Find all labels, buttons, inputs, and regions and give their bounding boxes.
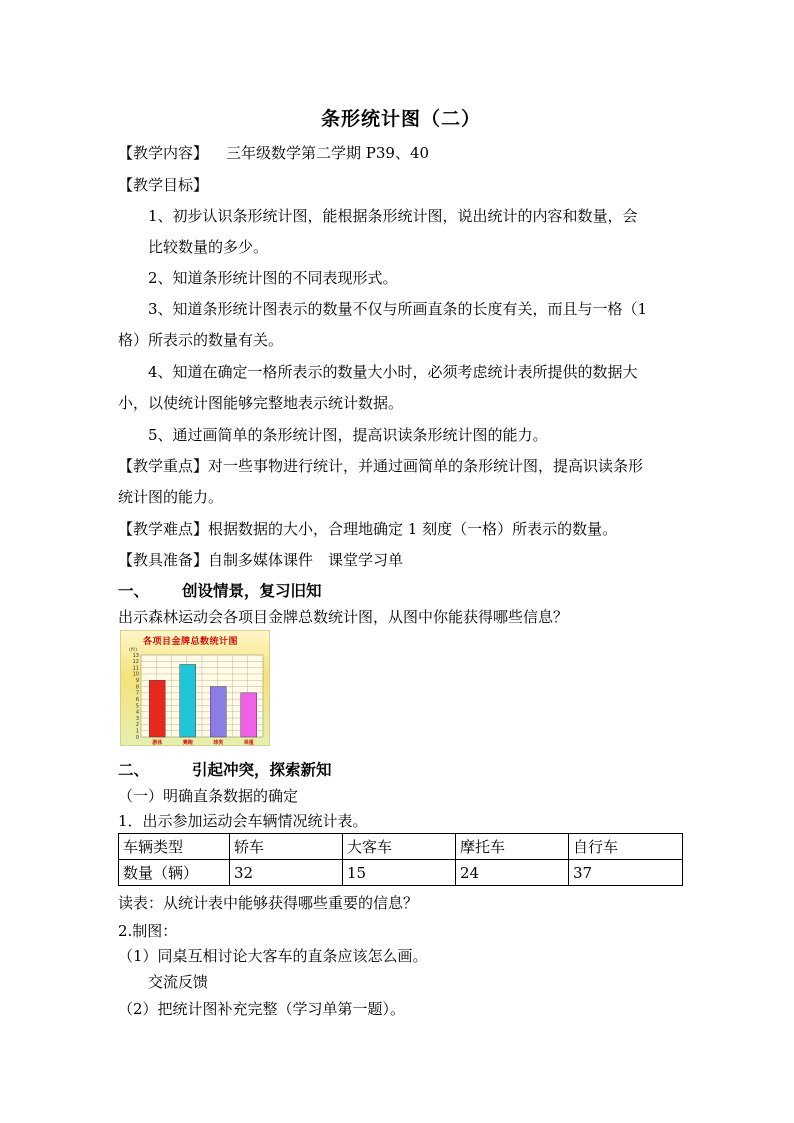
x-tick-label: 球类 (213, 740, 224, 746)
goal-line: 格）所表示的数量有关。 (118, 331, 284, 349)
draw-step-1: （1）同桌互相讨论大客车的直条应该怎么画。 (118, 947, 428, 965)
y-tick-label: 11 (132, 665, 139, 672)
section1-num: 一、 (118, 581, 150, 600)
goal-line: 比较数量的多少。 (148, 238, 269, 256)
feedback-line: 交流反馈 (148, 973, 209, 991)
difficulty-text: 根据数据的大小，合理地确定 1 刻度（一格）所表示的数量。 (208, 520, 618, 538)
materials-label: 【教具准备】 (118, 551, 209, 569)
goal-line: 小，以使统计图能够完整地表示统计数据。 (118, 394, 404, 412)
table-cell: 轿车 (230, 834, 343, 860)
section1-text: 出示森林运动会各项目金牌总数统计图，从图中你能获得哪些信息？ (118, 608, 569, 626)
section2-heading (118, 759, 332, 781)
content-label: 【教学内容】 (118, 144, 209, 162)
content-line (118, 142, 429, 164)
y-tick-label: 5 (135, 703, 139, 710)
y-tick-label: 7 (135, 690, 139, 697)
y-tick-label: 3 (135, 715, 139, 722)
content-text: 三年级数学第二学期 P39、40 (226, 144, 430, 162)
goal-line: 3、知道条形统计图表示的数量不仅与所画直条的长度有关，而且与一格（1 (148, 300, 648, 318)
goal-line: 5、通过画简单的条形统计图，提高识读条形统计图的能力。 (148, 426, 548, 444)
table-cell: 数量（辆） (119, 860, 230, 886)
table-cell: 24 (456, 860, 569, 886)
section2-title: 引起冲突，探索新知 (192, 760, 332, 779)
y-tick-label: 0 (135, 734, 139, 741)
goal-line: 4、知道在确定一格所表示的数量大小时，必须考虑统计表所提供的数据大 (148, 363, 638, 381)
section2-num: 二、 (118, 760, 150, 779)
vehicle-table (118, 833, 683, 886)
chart-title: 各项目金牌总数统计图 (143, 637, 239, 647)
table-cell: 37 (569, 860, 683, 886)
chart-svg (121, 631, 271, 747)
subsection-1: （一）明确直条数据的确定 (118, 787, 299, 805)
item-1: 1．出示参加运动会车辆情况统计表。 (118, 812, 368, 830)
y-tick-label: 8 (135, 684, 139, 691)
difficulty-line (118, 518, 617, 540)
section1-heading (118, 580, 322, 602)
materials-text: 自制多媒体课件 课堂学习单 (208, 551, 404, 569)
y-tick-label: 6 (135, 696, 139, 703)
y-tick-label: 9 (135, 678, 139, 685)
goals-label: 【教学目标】 (118, 176, 209, 194)
table-cell: 32 (230, 860, 343, 886)
table-cell: 自行车 (569, 834, 683, 860)
gold-medal-chart (120, 630, 270, 746)
y-tick-label: 13 (132, 652, 139, 659)
bar-1 (149, 680, 165, 737)
y-tick-label: 4 (135, 709, 139, 716)
table-cell: 15 (343, 860, 456, 886)
page-title: 条形统计图（二） (320, 108, 481, 130)
draw-step-2: （2）把统计图补充完整（学习单第一题）。 (118, 1000, 406, 1018)
y-unit-label: (枚) (129, 648, 138, 653)
key-points-line-2: 统计图的能力。 (118, 488, 224, 506)
goal-line: 1、初步认识条形统计图，能根据条形统计图，说出统计的内容和数量，会 (148, 207, 638, 225)
table-cell: 摩托车 (456, 834, 569, 860)
goal-line: 2、知道条形统计图的不同表现形式。 (148, 269, 398, 287)
key-points-label: 【教学重点】 (118, 457, 209, 475)
draw-line: 2.制图： (118, 922, 178, 940)
x-tick-label: 赛跑 (182, 740, 193, 746)
y-tick-label: 10 (132, 671, 139, 678)
table-cell: 大客车 (343, 834, 456, 860)
materials-line (118, 549, 403, 571)
table-row (119, 834, 683, 860)
bar-3 (210, 687, 226, 737)
table-cell: 车辆类型 (119, 834, 230, 860)
y-tick-label: 12 (132, 659, 139, 666)
read-table-line: 读表：从统计表中能够获得哪些重要的信息？ (118, 894, 419, 912)
key-points-line (118, 455, 643, 477)
key-points-text: 对一些事物进行统计，并通过画简单的条形统计图，提高识读条形 (208, 457, 644, 475)
bar-4 (241, 693, 257, 737)
y-tick-label: 2 (135, 722, 139, 729)
difficulty-label: 【教学难点】 (118, 520, 209, 538)
table-row (119, 860, 683, 886)
bar-2 (180, 664, 196, 737)
section1-title: 创设情景，复习旧知 (182, 581, 322, 600)
y-tick-label: 1 (135, 728, 139, 735)
x-tick-label: 举重 (243, 740, 254, 746)
x-tick-label: 游泳 (152, 740, 163, 746)
